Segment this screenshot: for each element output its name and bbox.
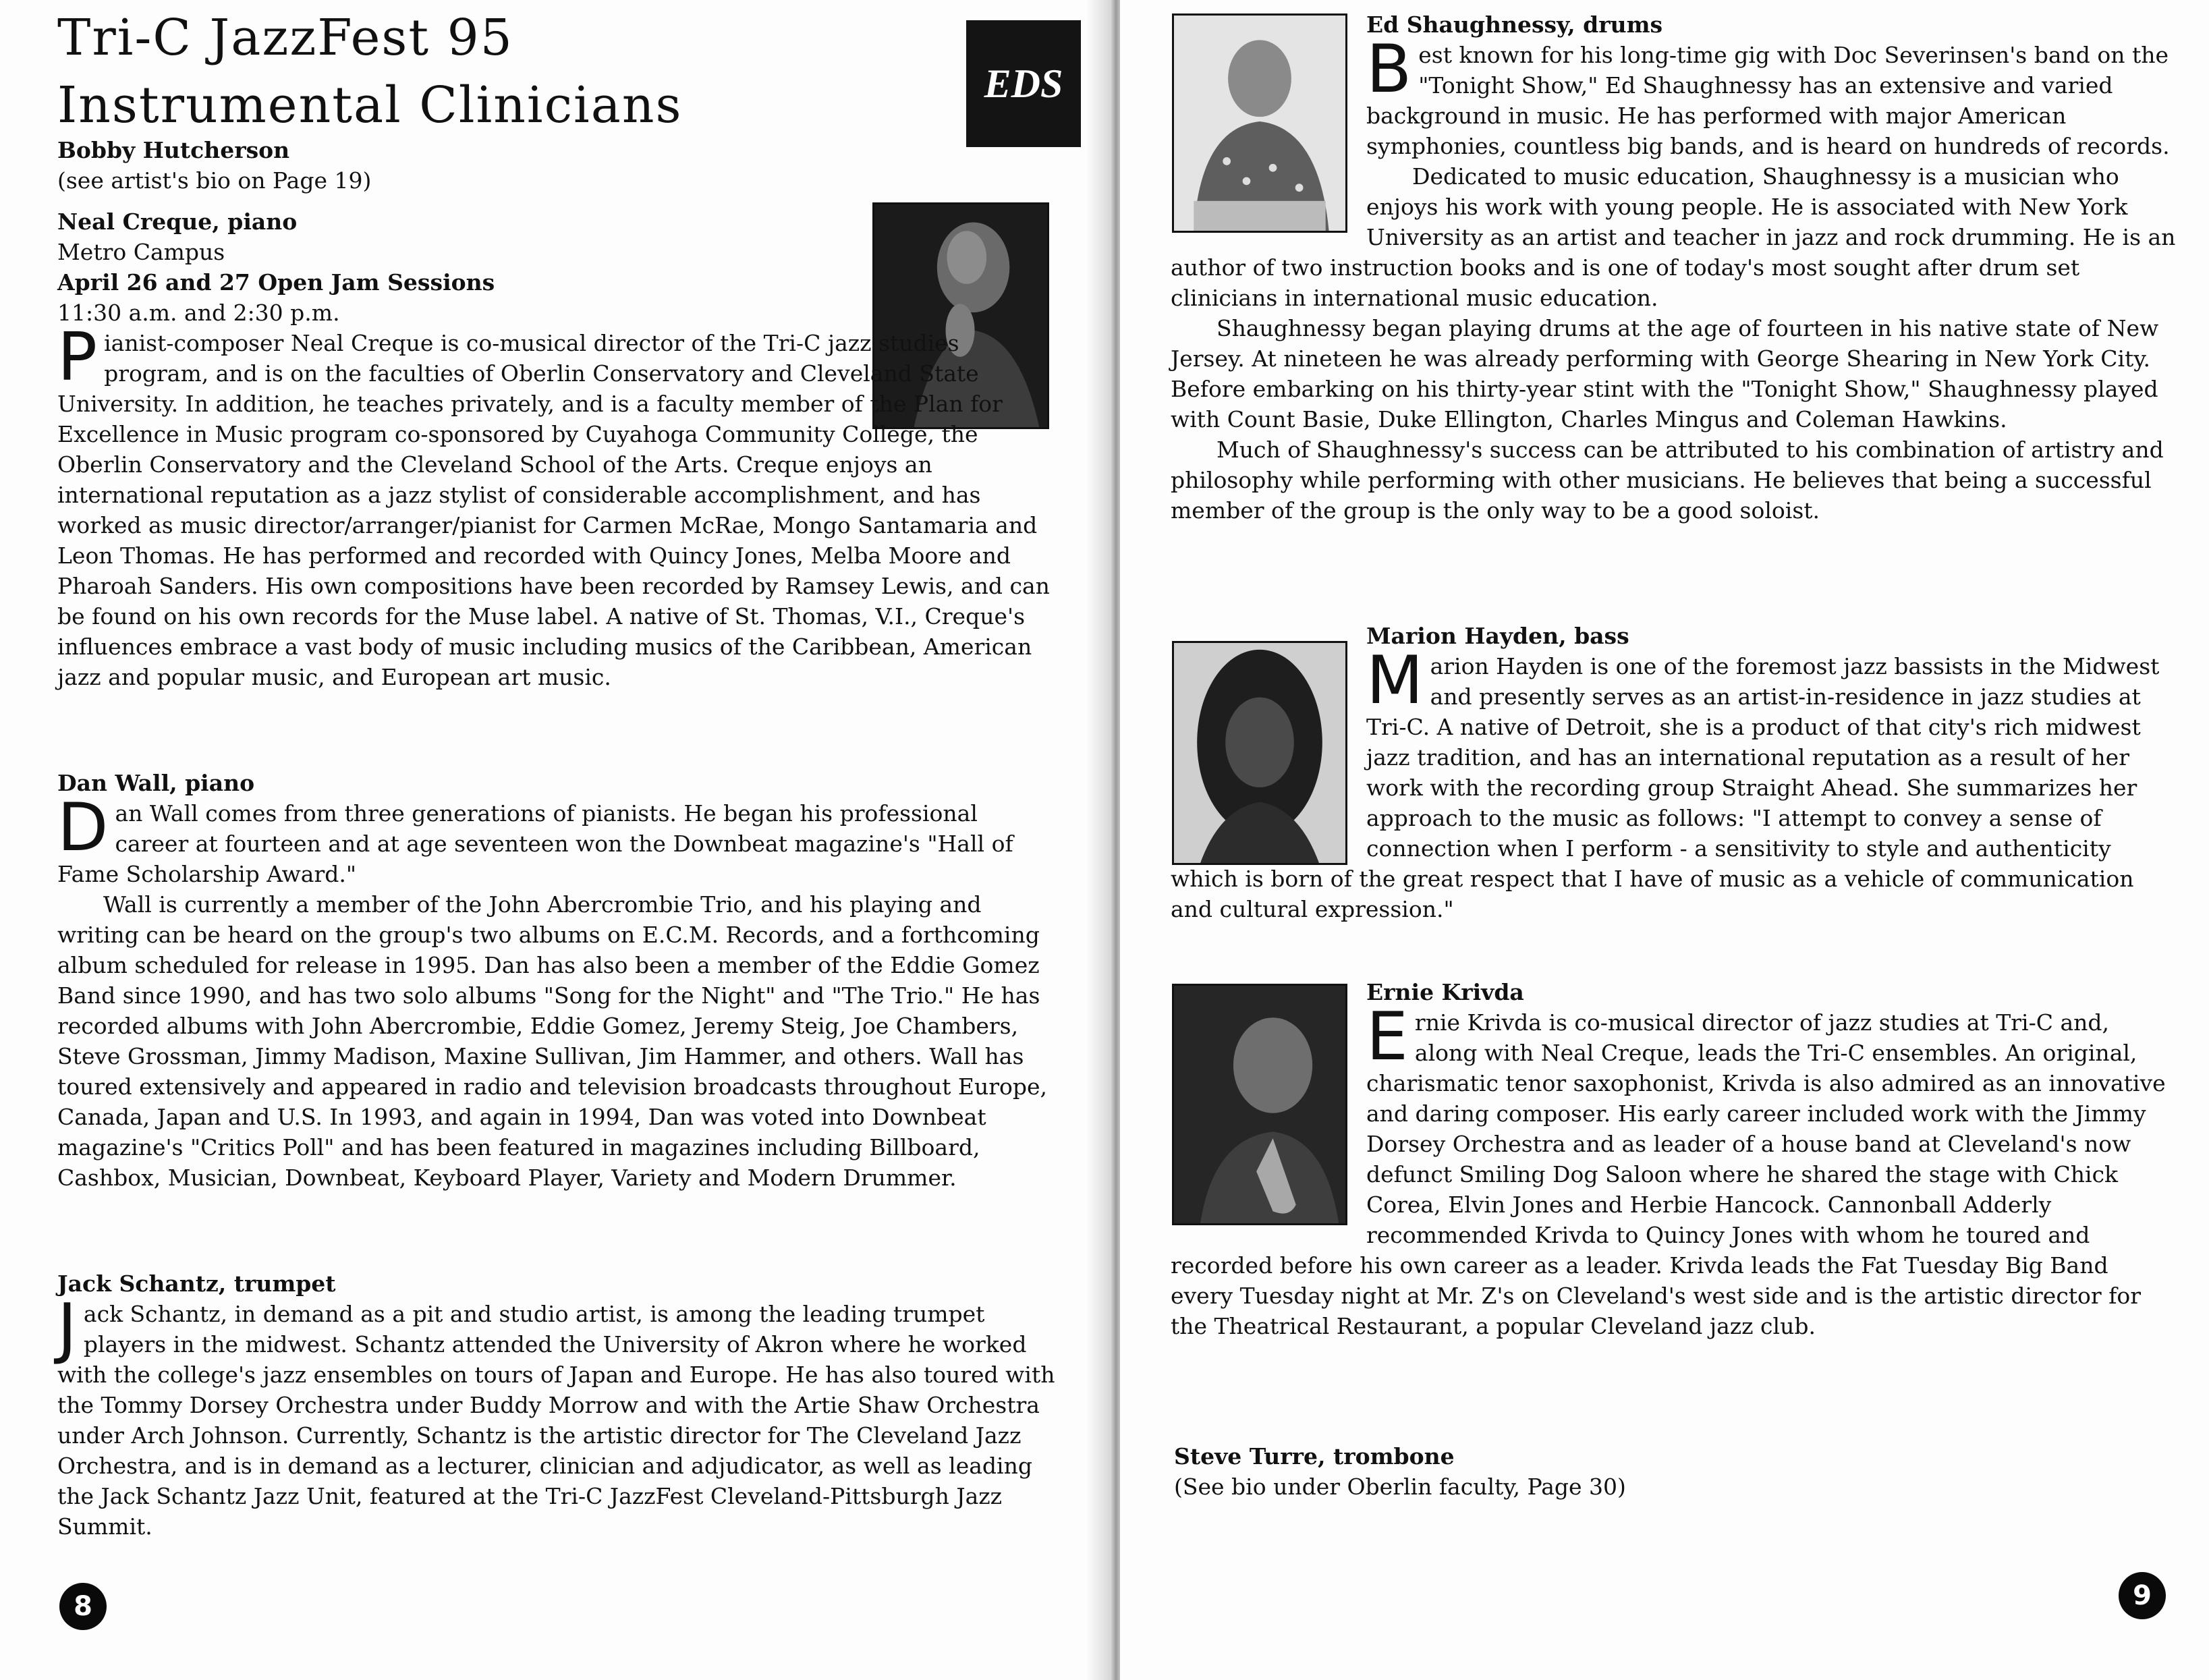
neal-dropcap: P [57, 319, 98, 396]
steve-note: (See bio under Oberlin faculty, Page 30) [1174, 1474, 1626, 1500]
marion-hayden-entry [1171, 621, 2176, 924]
jack-name: Jack Schantz, trumpet [57, 1270, 336, 1297]
dan-bio-1: an Wall comes from three generations of pianists. He began his professional career at fourteen and at age seventeen won the Downbeat magazine's "Hall of Fame Scholarship Award." [57, 800, 1013, 887]
dan-bio-2: Wall is currently a member of the John Abercrombie Trio, and his playing and writing can be heard on the group's two albums on E.C.M. Records, and a forthcoming album scheduled for release in 1995. Dan has also been a member of the Eddie Gomez Band since 1990, and has two solo albums "Song for the Night" and "The Trio." He has recorded albums with John Abercrombie, Eddie Gomez, Jeremy Steig, Joe Chambers, Steve Grossman, Jimmy Madison, Maxine Sullivan, Jim Hammer, and others. Wall has toured extensively and appeared in radio and television broadcasts throughout Europe, Canada, Japan and U.S. In 1993, and again in 1994, Dan was voted into Downbeat magazine's "Critics Poll" and has been featured in magazines including Billboard, Cashbox, Musician, Downbeat, Keyboard Player, Variety and Modern Drummer. [57, 891, 1048, 1191]
ernie-bio-text: rnie Krivda is co-musical director of jazz studies at Tri-C and, along with Neal Creque, leads the Tri-C ensembles. An original, charismatic tenor saxophonist, Krivda is also admired as an innovative and daring composer. His early career included work with the Jimmy Dorsey Orchestra and as leader of a house band at Cleveland's now defunct Smiling Dog Saloon where he shared the stage with Chick Corea, Elvin Jones and Herbie Hancock. Cannonball Adderly recommended Krivda to Quincy Jones with whom he toured and recorded before his own career as a leader. Krivda leads the Fat Tuesday Big Band every Tuesday night at Mr. Z's on Cleveland's west side and is the artistic director for the Theatrical Restaurant, a popular Cleveland jazz club. [1171, 1009, 2166, 1339]
bobby-name: Bobby Hutcherson [57, 137, 290, 163]
page-number-left: 8 [59, 1583, 107, 1630]
ed-bio-4: Much of Shaughnessy's success can be attributed to his combination of artistry and philosophy while performing with other musicians. He believes that being a successful member of the group is the only way to be a good soloist. [1171, 437, 2164, 524]
dan-name: Dan Wall, piano [57, 770, 255, 796]
page-number-right: 9 [2119, 1572, 2166, 1619]
ed-bio-3: Shaughnessy began playing drums at the age of fourteen in his native state of New Jersey. At nineteen he was already performing with George Shearing in New York City. Before embarking on his thirty-year stint with the "Tonight Show," Shaughnessy played with Count Basie, Duke Ellington, Charles Mingus and Coleman Hawkins. [1171, 315, 2159, 432]
neal-creque-header [57, 206, 854, 328]
right-page [1120, 0, 2209, 1680]
marion-name: Marion Hayden, bass [1366, 623, 1629, 649]
ed-photo-spacer [1171, 9, 1366, 239]
ed-shaughnessy-entry [1171, 9, 2176, 526]
title-line-2: Instrumental Clinicians [57, 76, 683, 134]
dan-wall-entry [57, 768, 1056, 1193]
ernie-dropcap: E [1366, 999, 1408, 1075]
dan-dropcap: D [57, 789, 109, 866]
marion-dropcap: M [1366, 642, 1424, 719]
bobby-note: (see artist's bio on Page 19) [57, 167, 372, 194]
neal-session: April 26 and 27 Open Jam Sessions [57, 269, 495, 296]
steve-turre-entry [1174, 1441, 2119, 1502]
neal-times: 11:30 a.m. and 2:30 p.m. [57, 300, 340, 326]
ed-bio-1: est known for his long-time gig with Doc Severinsen's band on the "Tonight Show," Ed Shaughnessy has an extensive and varied background in music. He has performed with major American symphonies, countless big bands, and is heard on hundreds of records. [1366, 42, 2170, 159]
ed-bio-2: Dedicated to music education, Shaughnessy is a musician who enjoys his work with young people. He is associated with New York University as an artist and teacher in jazz and rock drumming. He is an author of two instruction books and is one of today's most sought after drum set clinicians in international music education. [1171, 163, 2176, 311]
neal-campus: Metro Campus [57, 239, 225, 265]
ernie-krivda-entry [1171, 977, 2176, 1341]
marion-bio-text: arion Hayden is one of the foremost jazz bassists in the Midwest and presently serves as an artist-in-residence in jazz studies at Tri-C. A native of Detroit, she is a product of that city's rich midwest jazz tradition, and has an international reputation as a result of her work with the recording group Straight Ahead. She summarizes her approach to the music as follows: "I attempt to convey a sense of connection when I perform - a sensitivity to style and authenticity which is born of the great respect that I have of music as a vehicle of communication and cultural expression." [1171, 653, 2160, 922]
page-title [57, 4, 682, 139]
jack-dropcap: J [57, 1290, 77, 1367]
steve-name: Steve Turre, trombone [1174, 1443, 1455, 1469]
neal-bio-text: ianist-composer Neal Creque is co-musical director of the Tri-C jazz studies program, and is on the faculties of Oberlin Conservatory and Cleveland State University. In addition, he teaches privately, and is a faculty member of the Plan for Excellence in Music program co-sponsored by Cuyahoga Community College, the Oberlin Conservatory and the Cleveland School of the Arts. Creque enjoys an international reputation as a jazz stylist of considerable accomplishment, and has worked as music director/arranger/pianist for Carmen McRae, Mongo Santamaria and Leon Thomas. He has performed and recorded with Quincy Jones, Melba Moore and Pharoah Sanders. His own compositions have been recorded by Ramsey Lewis, and can be found on his own records for the Muse label. A native of St. Thomas, V.I., Creque's influences embrace a vast body of music including musics of the Caribbean, American jazz and popular music, and European art music. [57, 330, 1050, 690]
title-line-1: Tri-C JazzFest 95 [57, 9, 513, 67]
ernie-name: Ernie Krivda [1366, 979, 1524, 1005]
eds-logo: EDS [966, 20, 1081, 147]
ed-dropcap: B [1366, 31, 1412, 108]
jack-schantz-entry [57, 1268, 1056, 1542]
marion-photo-spacer [1171, 621, 1366, 864]
bobby-hutcherson-entry [57, 135, 833, 196]
neal-creque-bio [57, 319, 1056, 692]
ernie-photo-spacer [1171, 977, 1366, 1230]
jack-bio-text: ack Schantz, in demand as a pit and studio artist, is among the leading trumpet players in the midwest. Schantz attended the University of Akron where he worked with the college's jazz ensembles on tours of Japan and Europe. He has also toured with the Tommy Dorsey Orchestra under Buddy Morrow and with the Artie Shaw Orchestra under Arch Johnson. Currently, Schantz is the artistic director for The Cleveland Jazz Orchestra, and is in demand as a lecturer, clinician and adjudicator, as well as leading the Jack Schantz Jazz Unit, featured at the Tri-C JazzFest Cleveland-Pittsburgh Jazz Summit. [57, 1301, 1055, 1540]
ed-name: Ed Shaughnessy, drums [1366, 11, 1663, 38]
neal-name: Neal Creque, piano [57, 208, 298, 235]
